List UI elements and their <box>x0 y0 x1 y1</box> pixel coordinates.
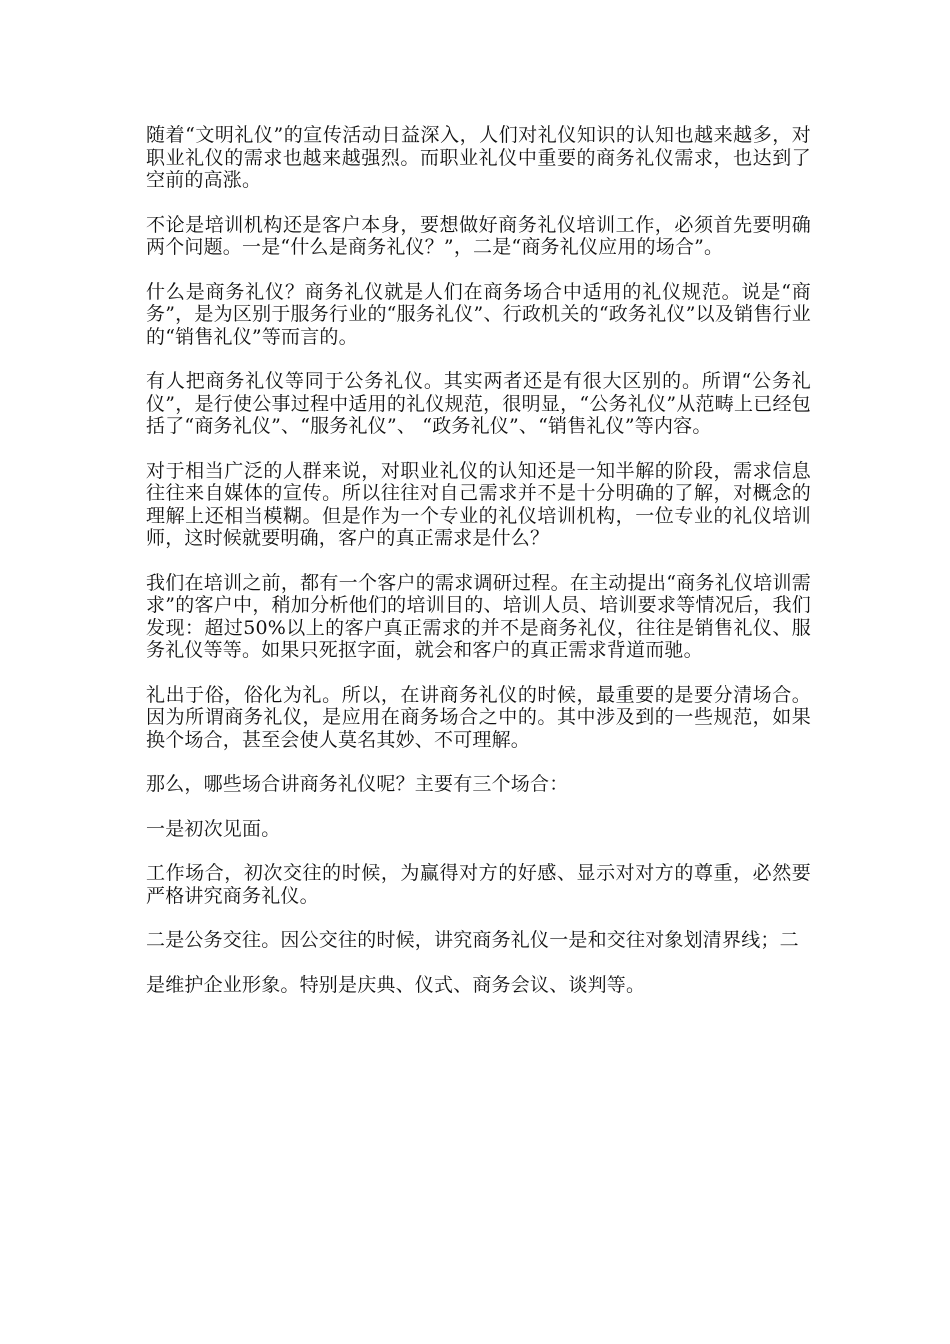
paragraph-6: 我们在培训之前，都有一个客户的需求调研过程。在主动提出“商务礼仪培训需求”的客户中，稍加分析他们的培训目的、培训人员、培训要求等情况后，我们发现：超过50%以上的客户真正需求的并不是商务礼仪，往往是销售礼仪、服务礼仪等等。如果只死抠字面，就会和客户的真正需求背道而驰。 <box>146 571 811 661</box>
paragraph-9: 一是初次见面。 <box>146 817 281 840</box>
paragraph-4: 有人把商务礼仪等同于公务礼仪。其实两者还是有很大区别的。所谓“公务礼仪”，是行使公事过程中适用的礼仪规范，很明显，“公务礼仪”从范畴上已经包括了“商务礼仪”、“服务礼仪”、 “政务礼仪”、“销售礼仪”等内容。 <box>146 370 811 437</box>
paragraph-1: 随着“文明礼仪”的宣传活动日益深入，人们对礼仪知识的认知也越来越多，对职业礼仪的需求也越来越强烈。而职业礼仪中重要的商务礼仪需求，也达到了空前的高涨。 <box>146 124 811 191</box>
paragraph-3: 什么是商务礼仪？商务礼仪就是人们在商务场合中适用的礼仪规范。说是“商务”，是为区别于服务行业的“服务礼仪”、行政机关的“政务礼仪”以及销售行业的“销售礼仪”等而言的。 <box>146 280 811 348</box>
document-body <box>146 124 811 1018</box>
paragraph-2: 不论是培训机构还是客户本身，要想做好商务礼仪培训工作，必须首先要明确两个问题。一是“什么是商务礼仪？”，二是“商务礼仪应用的场合”。 <box>146 213 811 258</box>
paragraph-12: 是维护企业形象。特别是庆典、仪式、商务会议、谈判等。 <box>146 973 646 996</box>
paragraph-8: 那么，哪些场合讲商务礼仪呢？主要有三个场合： <box>146 773 569 795</box>
paragraph-11: 二是公务交往。因公交往的时候，讲究商务礼仪一是和交往对象划清界线；二 <box>146 929 799 951</box>
paragraph-10: 工作场合，初次交往的时候，为赢得对方的好感、显示对对方的尊重，必然要严格讲究商务礼仪。 <box>146 862 811 907</box>
paragraph-5: 对于相当广泛的人群来说，对职业礼仪的认知还是一知半解的阶段，需求信息往往来自媒体的宣传。所以往往对自己需求并不是十分明确的了解，对概念的理解上还相当模糊。但是作为一个专业的礼仪培训机构，一位专业的礼仪培训师，这时候就要明确，客户的真正需求是什么？ <box>146 459 811 549</box>
paragraph-7: 礼出于俗，俗化为礼。所以，在讲商务礼仪的时候，最重要的是要分清场合。因为所谓商务礼仪，是应用在商务场合之中的。其中涉及到的一些规范，如果换个场合，甚至会使人莫名其妙、不可理解。 <box>146 683 811 751</box>
